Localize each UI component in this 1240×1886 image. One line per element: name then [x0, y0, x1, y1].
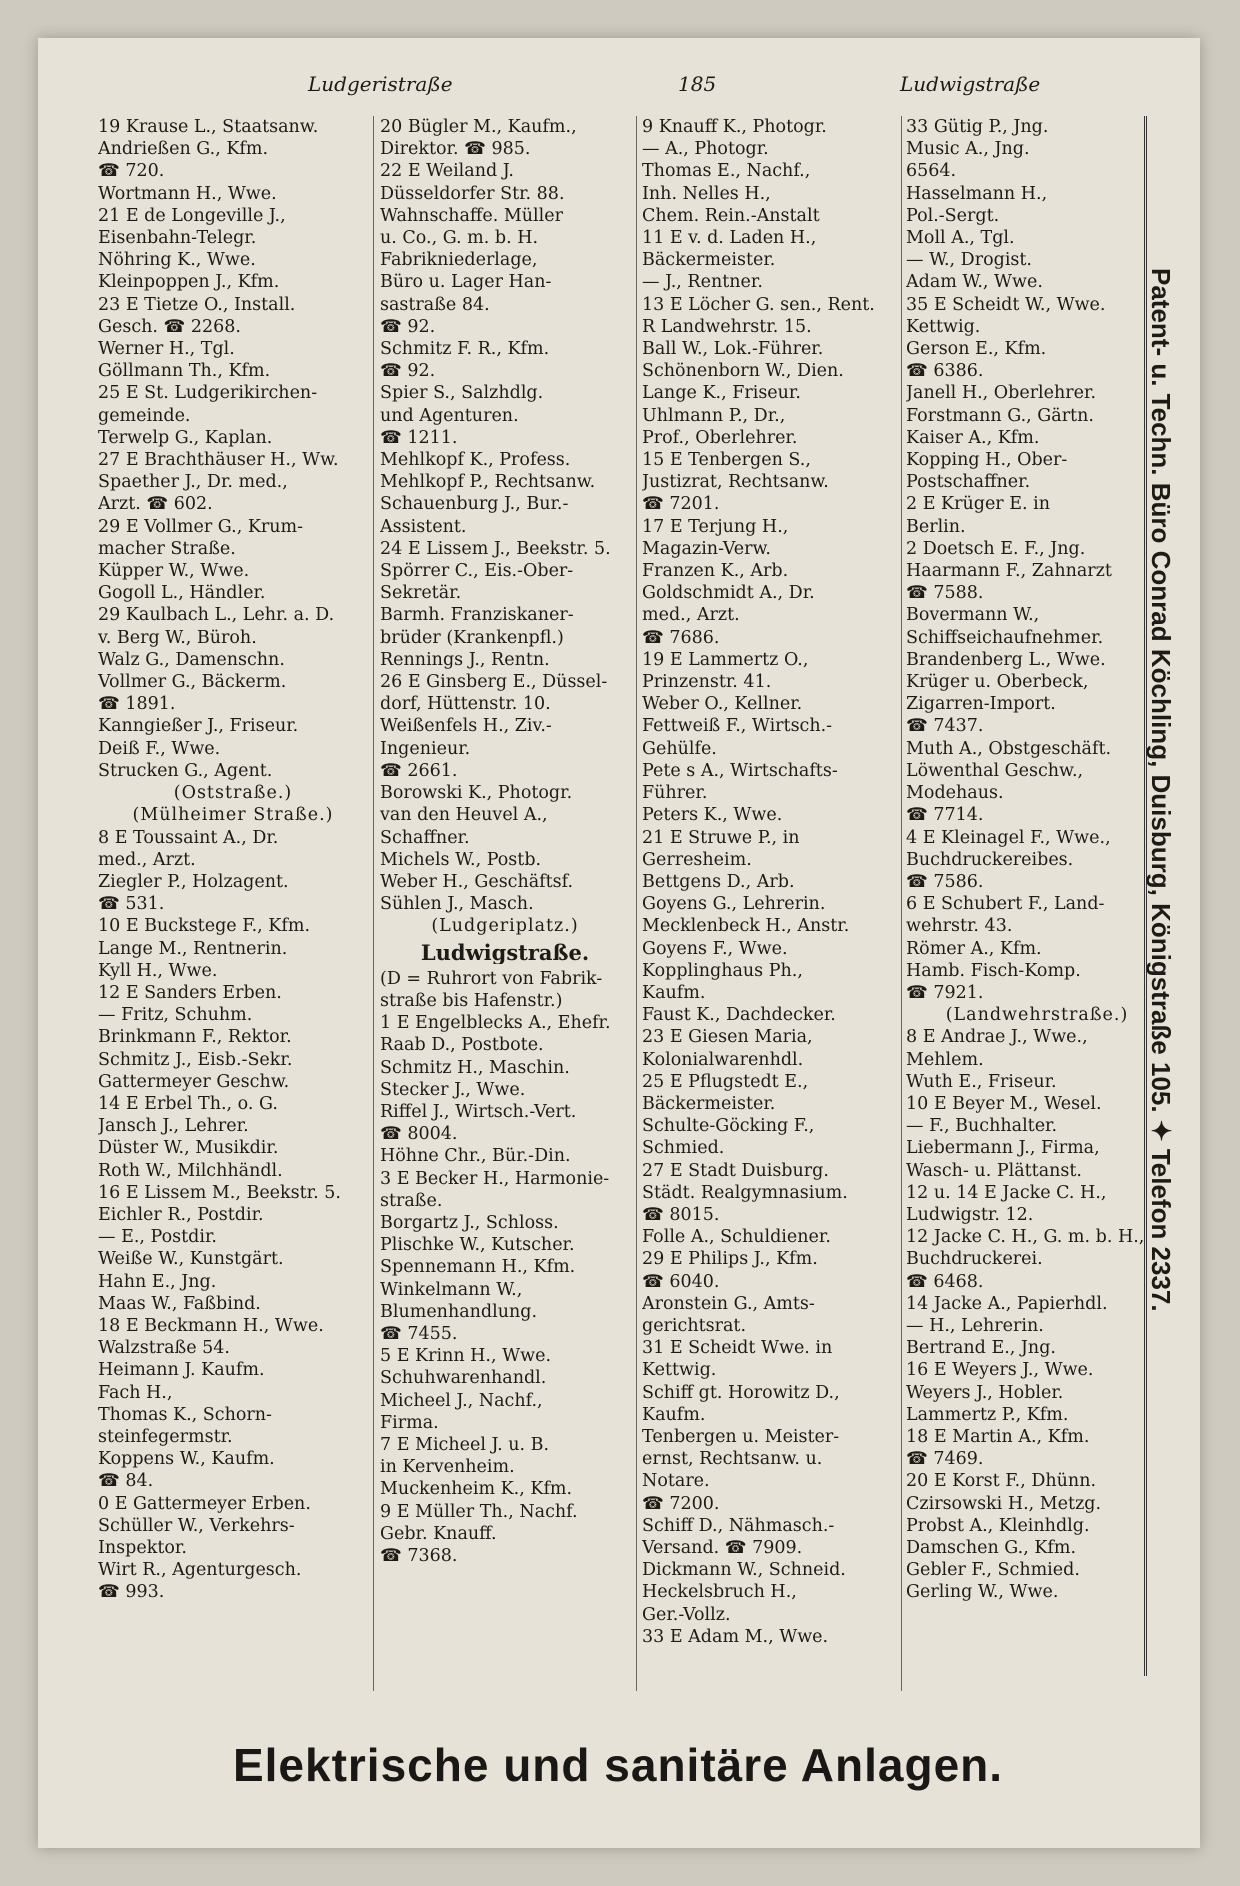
directory-line: Hamb. Fisch-Komp. — [906, 960, 1081, 981]
directory-line: brüder (Krankenpfl.) — [380, 627, 564, 648]
directory-line: Wortmann H., Wwe. — [98, 183, 277, 204]
directory-line: sastraße 84. — [380, 294, 490, 315]
directory-line: 19 Krause L., Staatsanw. — [98, 117, 319, 137]
directory-line: Riffel J., Wirtsch.-Vert. — [380, 1101, 577, 1122]
directory-line: 14 E Erbel Th., o. G. — [98, 1093, 278, 1114]
directory-line: 12 E Sanders Erben. — [98, 982, 282, 1003]
running-head-left: Ludgeristraße — [308, 72, 453, 96]
directory-line: Wuth E., Friseur. — [906, 1071, 1057, 1092]
directory-line: ☎ 7200. — [642, 1493, 720, 1514]
directory-line: 25 E Pflugstedt E., — [642, 1071, 809, 1092]
directory-line: 23 E Giesen Maria, — [642, 1027, 813, 1048]
directory-line: Thomas K., Schorn- — [98, 1404, 272, 1425]
directory-line: ☎ 6468. — [906, 1271, 984, 1292]
directory-line: Bertrand E., Jng. — [906, 1338, 1056, 1359]
directory-line: 19 E Lammertz O., — [642, 649, 809, 670]
directory-line: Schmitz J., Eisb.-Sekr. — [98, 1049, 293, 1070]
directory-line: ☎ 2661. — [380, 760, 458, 781]
directory-line: Chem. Rein.-Anstalt — [642, 205, 820, 226]
directory-line: Löwenthal Geschw., — [906, 760, 1084, 781]
directory-line: 2 E Krüger E. in — [906, 494, 1050, 515]
directory-line: van den Heuvel A., — [380, 805, 548, 826]
directory-line: Bäckermeister. — [642, 1093, 776, 1114]
directory-line: 12 Jacke C. H., G. m. b. H., — [906, 1227, 1145, 1248]
directory-line: Arzt. ☎ 602. — [98, 494, 213, 515]
directory-line: Vollmer G., Bäckerm. — [98, 672, 287, 693]
directory-line: Schmitz F. R., Kfm. — [380, 339, 550, 360]
directory-line: ☎ 7714. — [906, 805, 984, 826]
directory-line: Maas W., Faßbind. — [98, 1293, 261, 1314]
directory-line: Mehlem. — [906, 1049, 984, 1070]
directory-line: Schmitz H., Maschin. — [380, 1057, 570, 1078]
directory-line: (Ludgeriplatz.) — [431, 916, 579, 937]
directory-line: Walzstraße 54. — [98, 1338, 230, 1359]
directory-line: Goldschmidt A., Dr. — [642, 583, 815, 604]
directory-line: Kopplinghaus Ph., — [642, 960, 803, 981]
directory-line: gemeinde. — [98, 405, 191, 426]
directory-line: ☎ 7368. — [380, 1546, 458, 1566]
running-head-right: Ludwigstraße — [900, 72, 1041, 96]
directory-line: Sekretär. — [380, 583, 462, 604]
directory-line: Schiffseichaufnehmer. — [906, 627, 1104, 648]
directory-line: Brinkmann F., Rektor. — [98, 1027, 292, 1048]
directory-line: Heckelsbruch H., — [642, 1582, 797, 1603]
directory-line: Weißenfels H., Ziv.- — [380, 716, 552, 737]
directory-line: u. Co., G. m. b. H. — [380, 228, 539, 249]
directory-line: Führer. — [642, 783, 708, 804]
directory-line: (D = Ruhrort von Fabrik- — [380, 968, 603, 989]
directory-line: 27 E Stadt Duisburg. — [642, 1160, 829, 1181]
directory-line: Zigarren-Import. — [906, 694, 1056, 715]
directory-line: 29 Kaulbach L., Lehr. a. D. — [98, 605, 335, 626]
directory-line: 20 Bügler M., Kaufm., — [380, 117, 577, 137]
directory-line: Schauenburg J., Bur.- — [380, 494, 569, 515]
directory-line: 35 E Scheidt W., Wwe. — [906, 294, 1106, 315]
directory-line: — F., Buchhalter. — [906, 1116, 1058, 1137]
directory-line: Buchdruckerei. — [906, 1249, 1043, 1270]
directory-line: ☎ 7921. — [906, 982, 984, 1003]
directory-line: Magazin-Verw. — [642, 538, 771, 559]
directory-line: Franzen K., Arb. — [642, 561, 789, 582]
directory-line: Andrießen G., Kfm. — [98, 139, 269, 160]
directory-line: Römer A., Kfm. — [906, 938, 1042, 959]
directory-line: Kettwig. — [642, 1360, 717, 1381]
directory-line: Peters K., Wwe. — [642, 805, 783, 826]
directory-line: Kaufm. — [642, 1404, 706, 1425]
directory-line: Ziegler P., Holzagent. — [98, 871, 289, 892]
directory-line: (Oststraße.) — [173, 783, 293, 804]
directory-line: Barmh. Franziskaner- — [380, 605, 574, 626]
directory-line: 17 E Terjung H., — [642, 516, 789, 537]
directory-line: dorf, Hüttenstr. 10. — [380, 694, 551, 715]
running-head — [108, 72, 1118, 102]
directory-line: 21 E Struwe P., in — [642, 827, 800, 848]
directory-line: Muckenheim K., Kfm. — [380, 1479, 573, 1500]
directory-line: ☎ 8015. — [642, 1204, 720, 1225]
footer-advertisement: Elektrische und sanitäre Anlagen. — [232, 1739, 1004, 1791]
directory-line: 6564. — [906, 161, 957, 182]
directory-line: ☎ 1891. — [98, 694, 176, 715]
directory-line: 24 E Lissem J., Beekstr. 5. — [380, 538, 611, 559]
directory-line: — A., Photogr. — [642, 139, 769, 160]
directory-line: ☎ 720. — [98, 161, 165, 182]
directory-line: 9 E Müller Th., Nachf. — [380, 1501, 578, 1522]
directory-line: 7 E Micheel J. u. B. — [380, 1434, 550, 1455]
directory-line: Gehülfe. — [642, 738, 717, 759]
directory-line: 33 Gütig P., Jng. — [906, 117, 1049, 137]
directory-line: Gebr. Knauff. — [380, 1523, 497, 1544]
directory-line: Fettweiß F., Wirtsch.- — [642, 716, 833, 737]
directory-line: Aronstein G., Amts- — [642, 1293, 815, 1314]
directory-line: Micheel J., Nachf., — [380, 1390, 543, 1411]
directory-line: Uhlmann P., Dr., — [642, 405, 786, 426]
directory-line: Borgartz J., Schloss. — [380, 1212, 559, 1233]
directory-line: in Kervenheim. — [380, 1457, 515, 1478]
directory-page — [38, 38, 1200, 1848]
directory-line: Kyll H., Wwe. — [98, 960, 218, 981]
directory-line: 9 Knauff K., Photogr. — [642, 117, 827, 137]
directory-line: Inh. Nelles H., — [642, 183, 771, 204]
directory-line: Kleinpoppen J., Kfm. — [98, 272, 280, 293]
directory-line: Brandenberg L., Wwe. — [906, 649, 1106, 670]
directory-line: Gerling W., Wwe. — [906, 1582, 1059, 1603]
directory-line: ☎ 84. — [98, 1471, 154, 1492]
directory-line: 14 Jacke A., Papierhdl. — [906, 1293, 1108, 1314]
directory-line: Modehaus. — [906, 783, 1004, 804]
directory-line: Fach H., — [98, 1382, 173, 1403]
directory-line: Muth A., Obstgeschäft. — [906, 738, 1112, 759]
directory-line: macher Straße. — [98, 538, 236, 559]
directory-line: Spörrer C., Eis.-Ober- — [380, 561, 574, 582]
directory-line: 8 E Andrae J., Wwe., — [906, 1027, 1088, 1048]
directory-line: Probst A., Kleinhdlg. — [906, 1515, 1090, 1536]
directory-line: Faust K., Dachdecker. — [642, 1005, 836, 1026]
directory-line: Ger.-Vollz. — [642, 1604, 731, 1625]
directory-line: Goyens G., Lehrerin. — [642, 894, 826, 915]
column-2 — [380, 116, 630, 1691]
directory-line: 31 E Scheidt Wwe. in — [642, 1338, 833, 1359]
directory-line: Werner H., Tgl. — [98, 339, 235, 360]
directory-line: Spennemann H., Kfm. — [380, 1257, 576, 1278]
directory-line: Tenbergen u. Meister- — [642, 1426, 840, 1447]
directory-line: 13 E Löcher G. sen., Rent. — [642, 294, 875, 315]
directory-line: straße bis Hafenstr.) — [380, 990, 563, 1011]
directory-line: Schuhwarenhandl. — [380, 1368, 547, 1389]
column-3 — [642, 116, 897, 1691]
directory-line: Jansch J., Lehrer. — [98, 1116, 249, 1137]
directory-line: Berlin. — [906, 516, 966, 537]
directory-line: Damschen G., Kfm. — [906, 1538, 1077, 1558]
directory-line: v. Berg W., Büroh. — [98, 627, 257, 648]
directory-line: 11 E v. d. Laden H., — [642, 228, 817, 249]
directory-line: Göllmann Th., Kfm. — [98, 361, 271, 382]
directory-line: Kettwig. — [906, 316, 981, 337]
directory-line: Mecklenbeck H., Anstr. — [642, 916, 850, 937]
directory-line: Mehlkopf P., Rechtsanw. — [380, 472, 596, 493]
directory-line: 16 E Lissem M., Beekstr. 5. — [98, 1182, 341, 1203]
directory-line: Terwelp G., Kaplan. — [98, 427, 273, 448]
directory-line: Pete s A., Wirtschafts- — [642, 760, 838, 781]
directory-line: Dickmann W., Schneid. — [642, 1560, 846, 1581]
column-4 — [906, 116, 1168, 1691]
directory-line: straße. — [380, 1190, 443, 1211]
directory-line: ☎ 7469. — [906, 1449, 984, 1470]
directory-line: — W., Drogist. — [906, 250, 1032, 271]
directory-line: Heimann J. Kaufm. — [98, 1360, 265, 1381]
directory-line: Nöhring K., Wwe. — [98, 250, 256, 271]
directory-line: Gattermeyer Geschw. — [98, 1071, 290, 1092]
directory-line: ☎ 993. — [98, 1582, 165, 1603]
directory-line: Weber H., Geschäftsf. — [380, 871, 574, 892]
directory-line: Wahnschaffe. Müller — [380, 205, 563, 226]
directory-line: Roth W., Milchhändl. — [98, 1160, 283, 1181]
directory-line: Krüger u. Oberbeck, — [906, 672, 1089, 693]
page-number: 185 — [678, 72, 717, 96]
directory-line: 4 E Kleinagel F., Wwe., — [906, 827, 1111, 848]
directory-line: gerichtsrat. — [642, 1315, 747, 1336]
directory-line: — Fritz, Schuhm. — [98, 1005, 253, 1026]
directory-line: wehrstr. 43. — [906, 916, 1013, 937]
directory-line: ☎ 6040. — [642, 1271, 720, 1292]
directory-line: Schiff D., Nähmasch.- — [642, 1515, 835, 1536]
directory-line: Michels W., Postb. — [380, 849, 542, 870]
directory-line: Hasselmann H., — [906, 183, 1048, 204]
directory-line: Folle A., Schuldiener. — [642, 1227, 831, 1248]
directory-line: Büro u. Lager Han- — [380, 272, 552, 293]
directory-line: Küpper W., Wwe. — [98, 561, 250, 582]
directory-line: 22 E Weiland J. — [380, 161, 514, 182]
directory-line: ☎ 92. — [380, 316, 436, 337]
directory-line: 5 E Krinn H., Wwe. — [380, 1346, 552, 1367]
directory-line: (Mülheimer Straße.) — [132, 805, 334, 826]
directory-line: Czirsowski H., Metzg. — [906, 1493, 1102, 1514]
directory-line: Weiße W., Kunstgärt. — [98, 1249, 284, 1270]
directory-line: 20 E Korst F., Dhünn. — [906, 1471, 1097, 1492]
directory-line: 29 E Vollmer G., Krum- — [98, 516, 304, 537]
directory-line: med., Arzt. — [98, 849, 196, 870]
directory-line: Pol.-Sergt. — [906, 205, 1000, 226]
directory-line: Koppens W., Kaufm. — [98, 1449, 275, 1470]
column-rule — [373, 116, 374, 1691]
directory-line: Spaether J., Dr. med., — [98, 472, 288, 493]
directory-line: Lange K., Friseur. — [642, 383, 801, 404]
directory-line: Ludwigstraße. — [420, 941, 590, 964]
directory-line: Stecker J., Wwe. — [380, 1079, 526, 1100]
directory-line: 26 E Ginsberg E., Düssel- — [380, 672, 608, 693]
directory-line: 8 E Toussaint A., Dr. — [98, 827, 279, 848]
directory-line: Kanngießer J., Friseur. — [98, 716, 299, 737]
directory-line: 2 Doetsch E. F., Jng. — [906, 538, 1086, 559]
directory-line: ☎ 7437. — [906, 716, 984, 737]
directory-line: ☎ 7455. — [380, 1323, 458, 1344]
directory-line: Gerresheim. — [642, 849, 752, 870]
directory-line: ☎ 92. — [380, 361, 436, 382]
directory-line: Schulte-Göcking F., — [642, 1116, 815, 1137]
directory-line: Justizrat, Rechtsanw. — [642, 472, 829, 493]
directory-line: 3 E Becker H., Harmonie- — [380, 1168, 610, 1189]
directory-line: Music A., Jng. — [906, 139, 1030, 160]
directory-line: Forstmann G., Gärtn. — [906, 405, 1094, 426]
directory-line: 1 E Engelblecks A., Ehefr. — [380, 1013, 611, 1034]
directory-line: ☎ 6386. — [906, 361, 984, 382]
directory-line: Schmied. — [642, 1138, 725, 1159]
directory-line: Düster W., Musikdir. — [98, 1138, 279, 1159]
directory-line: steinfegermstr. — [98, 1426, 233, 1447]
directory-columns — [98, 116, 1198, 1691]
directory-line: Assistent. — [380, 516, 467, 537]
directory-line: med., Arzt. — [642, 605, 740, 626]
directory-line: 15 E Tenbergen S., — [642, 450, 811, 471]
directory-line: ☎ 7588. — [906, 583, 984, 604]
directory-line: Eisenbahn-Telegr. — [98, 228, 257, 249]
directory-line: Strucken G., Agent. — [98, 760, 273, 781]
directory-line: ☎ 531. — [98, 894, 165, 915]
directory-line: Höhne Chr., Bür.-Din. — [380, 1146, 571, 1167]
directory-line: Firma. — [380, 1412, 439, 1433]
directory-line: Fabrikniederlage, — [380, 250, 538, 271]
directory-line: Kopping H., Ober- — [906, 450, 1068, 471]
directory-line: Prinzenstr. 41. — [642, 672, 772, 693]
directory-line: 10 E Beyer M., Wesel. — [906, 1093, 1102, 1114]
directory-line: 23 E Tietze O., Install. — [98, 294, 296, 315]
directory-line: Postschaffner. — [906, 472, 1031, 493]
directory-line: Schaffner. — [380, 827, 470, 848]
directory-line: 12 u. 14 E Jacke C. H., — [906, 1182, 1107, 1203]
directory-line: Gesch. ☎ 2268. — [98, 316, 241, 337]
directory-line: Inspektor. — [98, 1538, 187, 1558]
directory-line: Ingenieur. — [380, 738, 471, 759]
directory-line: Weyers J., Hobler. — [906, 1382, 1064, 1403]
directory-line: — E., Postdir. — [98, 1227, 217, 1248]
directory-line: Weber O., Kellner. — [642, 694, 803, 715]
directory-line: 0 E Gattermeyer Erben. — [98, 1493, 311, 1514]
directory-line: Liebermann J., Firma, — [906, 1138, 1100, 1159]
directory-line: Lammertz P., Kfm. — [906, 1404, 1069, 1425]
directory-line: Gogoll L., Händler. — [98, 583, 266, 604]
directory-line: Schönenborn W., Dien. — [642, 361, 844, 382]
directory-line: Ludwigstr. 12. — [906, 1204, 1034, 1225]
directory-line: Sühlen J., Masch. — [380, 894, 534, 915]
directory-line: ☎ 7201. — [642, 494, 720, 515]
directory-line: 29 E Philips J., Kfm. — [642, 1249, 818, 1270]
directory-line: 21 E de Longeville J., — [98, 205, 286, 226]
directory-line: Schiff gt. Horowitz D., — [642, 1382, 840, 1403]
directory-line: 18 E Martin A., Kfm. — [906, 1426, 1090, 1447]
directory-line: Wasch- u. Plättanst. — [906, 1160, 1082, 1181]
directory-line: ☎ 7686. — [642, 627, 720, 648]
directory-line: Bäckermeister. — [642, 250, 776, 271]
directory-line: Winkelmann W., — [380, 1279, 523, 1300]
directory-line: 10 E Buckstege F., Kfm. — [98, 916, 311, 937]
directory-line: Rennings J., Rentn. — [380, 649, 550, 670]
directory-line: 27 E Brachthäuser H., Ww. — [98, 450, 339, 471]
directory-line: ☎ 1211. — [380, 427, 458, 448]
directory-line: Kolonialwarenhdl. — [642, 1049, 804, 1070]
directory-line: Gerson E., Kfm. — [906, 339, 1047, 360]
directory-line: Goyens F., Wwe. — [642, 938, 788, 959]
directory-line: 6 E Schubert F., Land- — [906, 894, 1105, 915]
directory-line: (Landwehrstraße.) — [945, 1005, 1129, 1026]
directory-line: 18 E Beckmann H., Wwe. — [98, 1315, 324, 1336]
directory-line: Bovermann W., — [906, 605, 1040, 626]
directory-line: Thomas E., Nachf., — [642, 161, 811, 182]
directory-line: Kaufm. — [642, 982, 706, 1003]
directory-line: Bettgens D., Arb. — [642, 871, 795, 892]
directory-line: Spier S., Salzhdlg. — [380, 383, 544, 404]
directory-line: 16 E Weyers J., Wwe. — [906, 1360, 1094, 1381]
directory-line: Janell H., Oberlehrer. — [906, 383, 1097, 404]
directory-line: Hahn E., Jng. — [98, 1271, 217, 1292]
directory-line: Versand. ☎ 7909. — [642, 1538, 803, 1558]
directory-line: Mehlkopf K., Profess. — [380, 450, 571, 471]
directory-line: Düsseldorfer Str. 88. — [380, 183, 565, 204]
column-1 — [98, 116, 368, 1691]
directory-line: Gebler F., Schmied. — [906, 1560, 1080, 1581]
side-advertisement: Patent- u. Techn. Büro Conrad Köchling, Duisburg, Königstraße 105. ✦ Telefon 2337. — [1146, 268, 1176, 1312]
directory-line: Adam W., Wwe. — [906, 272, 1043, 293]
directory-line: 33 E Adam M., Wwe. — [642, 1626, 829, 1647]
directory-line: Lange M., Rentnerin. — [98, 938, 288, 959]
directory-line: ☎ 7586. — [906, 871, 984, 892]
directory-line: Schüller W., Verkehrs- — [98, 1515, 295, 1536]
directory-line: Städt. Realgymnasium. — [642, 1182, 848, 1203]
directory-line: Borowski K., Photogr. — [380, 783, 573, 804]
directory-line: R Landwehrstr. 15. — [642, 316, 812, 337]
column-rule — [636, 116, 637, 1691]
directory-line: Direktor. ☎ 985. — [380, 139, 531, 160]
directory-line: Buchdruckereibes. — [906, 849, 1074, 870]
directory-line: Plischke W., Kutscher. — [380, 1235, 575, 1256]
directory-line: Ball W., Lok.-Führer. — [642, 339, 824, 360]
directory-line: Deiß F., Wwe. — [98, 738, 221, 759]
directory-line: ☎ 8004. — [380, 1124, 458, 1145]
directory-line: Wirt R., Agenturgesch. — [98, 1560, 302, 1581]
directory-line: ernst, Rechtsanw. u. — [642, 1449, 823, 1470]
directory-line: Moll A., Tgl. — [906, 228, 1015, 249]
directory-line: und Agenturen. — [380, 405, 519, 426]
directory-line: 25 E St. Ludgerikirchen- — [98, 383, 318, 404]
directory-line: Haarmann F., Zahnarzt — [906, 561, 1112, 582]
directory-line: Eichler R., Postdir. — [98, 1204, 264, 1225]
directory-line: — H., Lehrerin. — [906, 1315, 1044, 1336]
directory-line: Notare. — [642, 1471, 710, 1492]
directory-line: Raab D., Postbote. — [380, 1035, 544, 1056]
directory-line: Walz G., Damenschn. — [98, 649, 285, 670]
directory-line: Kaiser A., Kfm. — [906, 427, 1040, 448]
directory-line: Prof., Oberlehrer. — [642, 427, 798, 448]
column-rule — [901, 116, 902, 1691]
directory-line: — J., Rentner. — [642, 272, 763, 293]
directory-line: Blumenhandlung. — [380, 1301, 538, 1322]
